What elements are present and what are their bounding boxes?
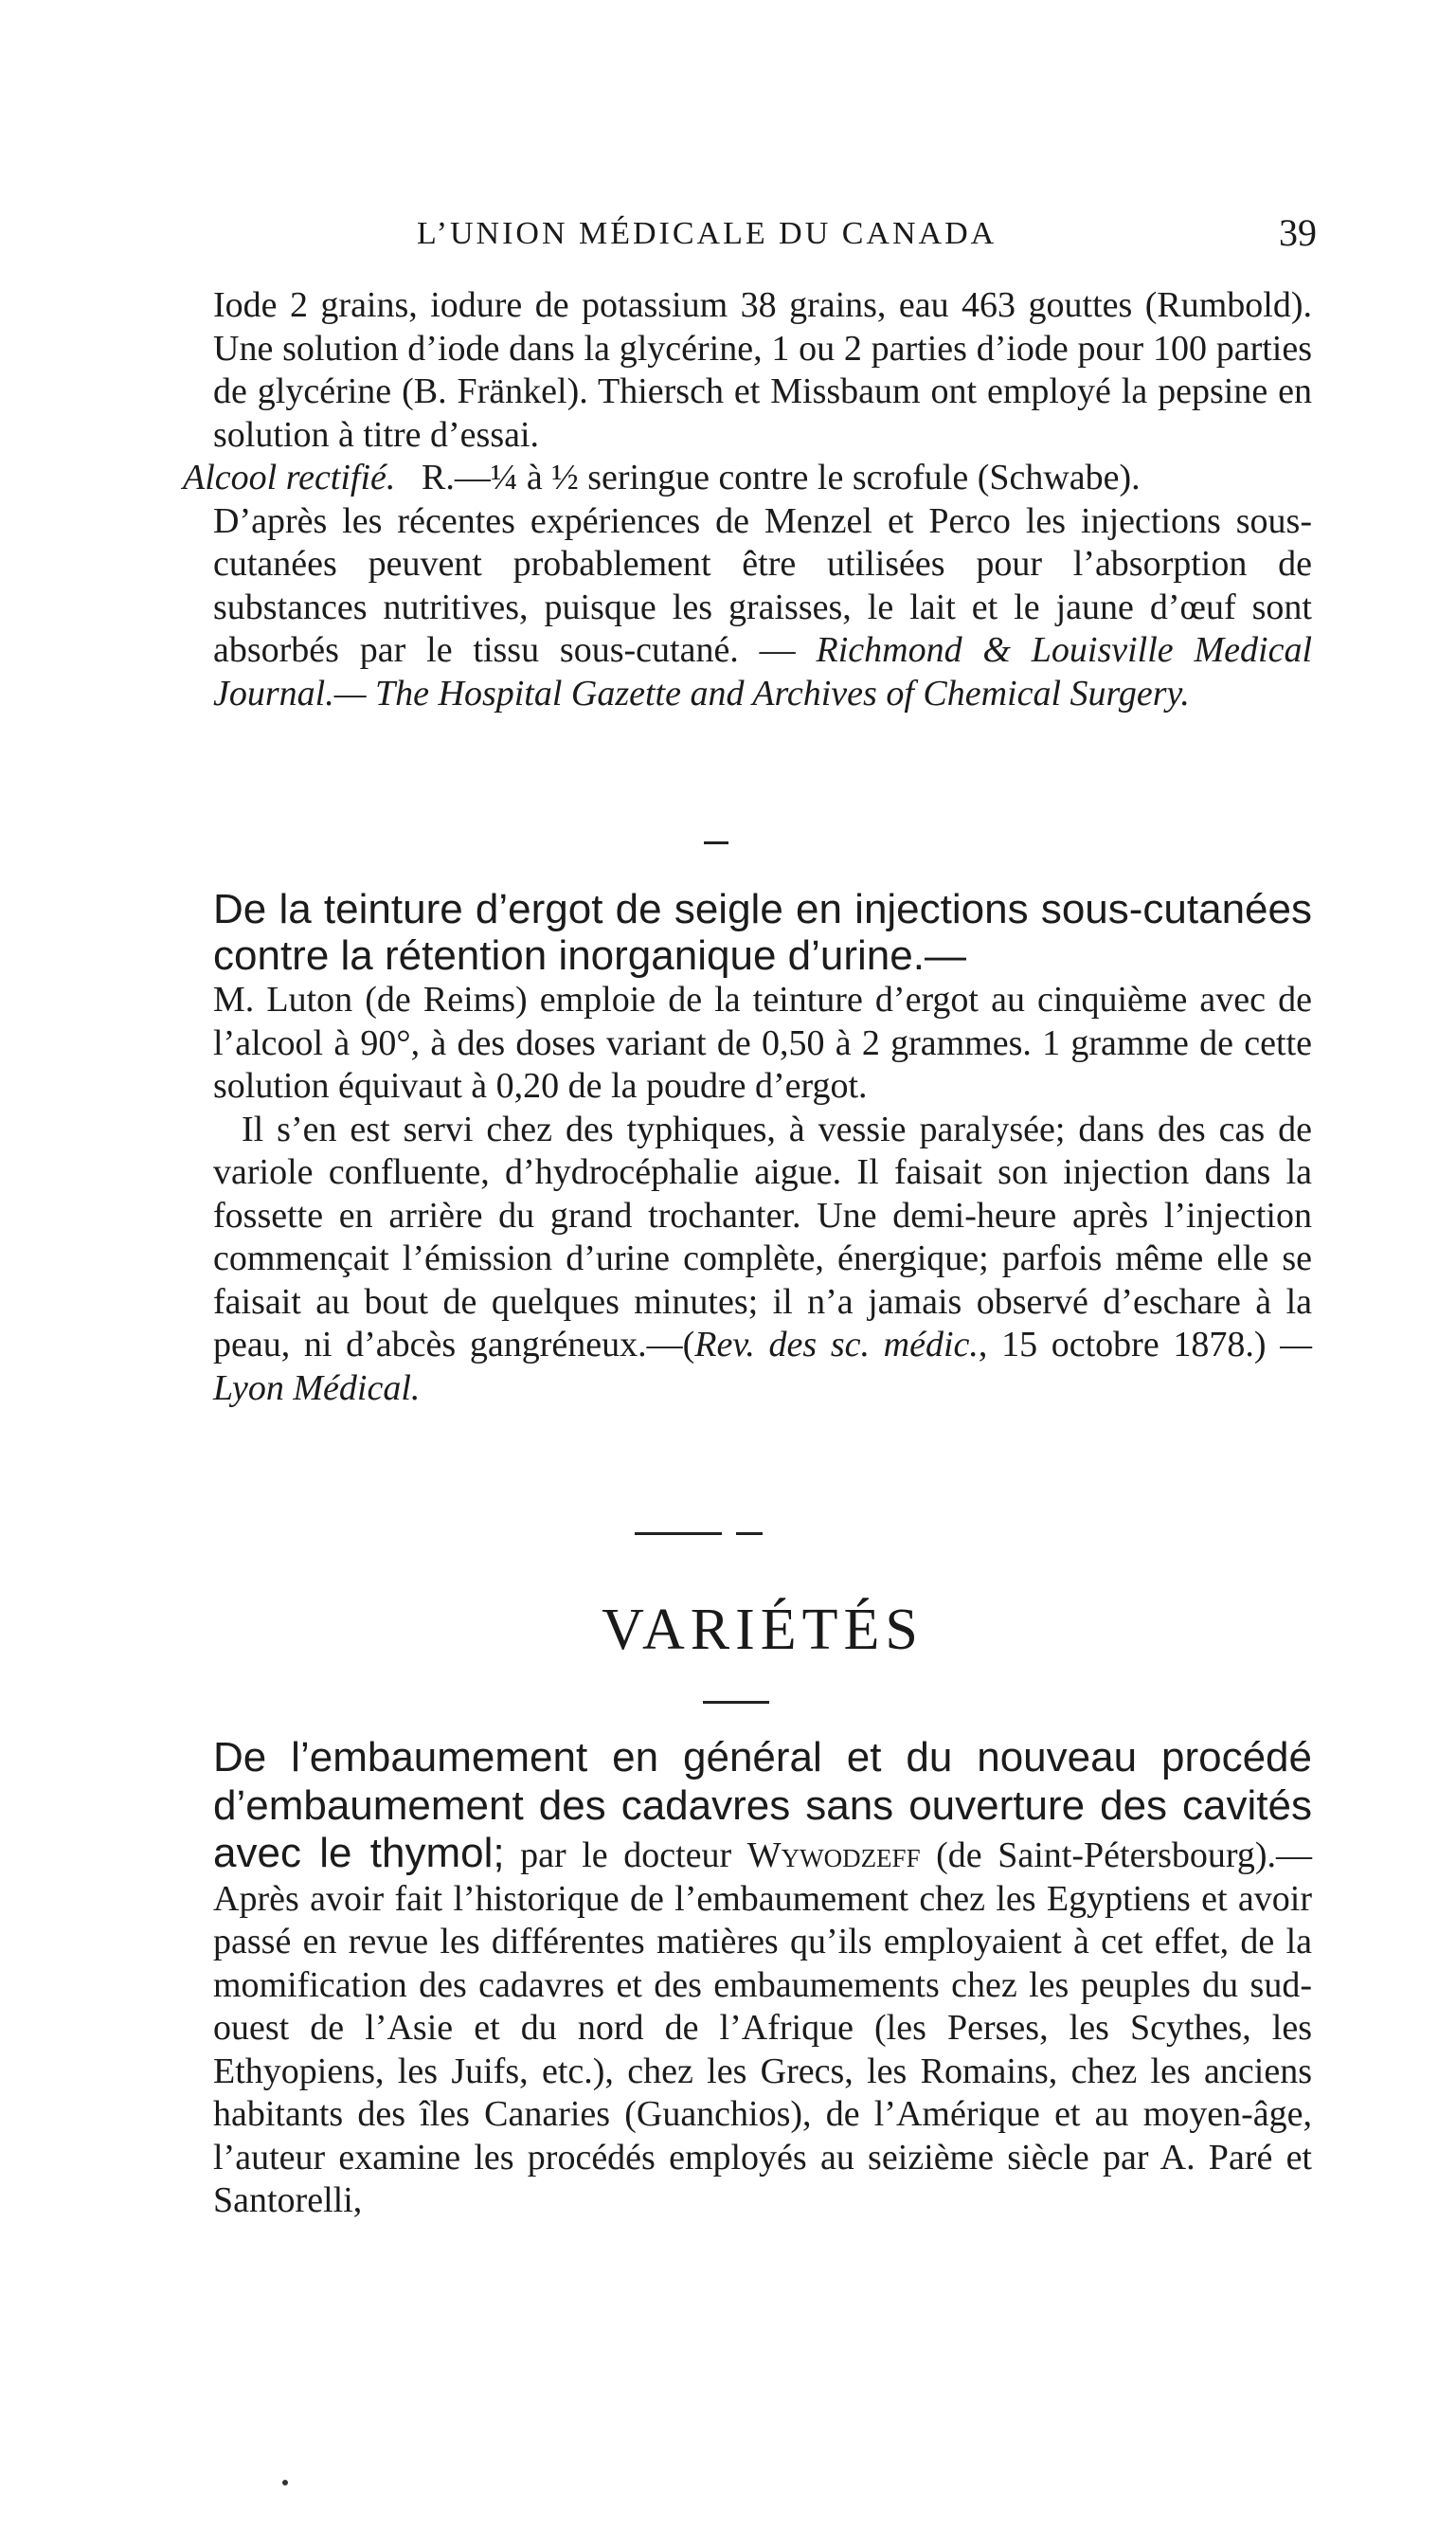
print-speck (282, 2480, 288, 2485)
journal-title: L’UNION MÉDICALE DU CANADA (417, 216, 998, 251)
divider-line (635, 1532, 722, 1535)
ergot-paragraph-2 (213, 1109, 1312, 1411)
section-title-varietes: VARIÉTÉS (602, 1598, 924, 1662)
ergot-article-title (213, 886, 1312, 979)
ergot-source-2: —Lyon Médical. (213, 1325, 1312, 1408)
short-divider (704, 841, 728, 844)
continuation-text (183, 284, 1312, 715)
embaumement-title: De l’embaumement en général et du nouveau procédé d’embaumement des cadavres sans ouverture des cavités avec le thymol; (213, 1734, 1312, 1876)
ergot-paragraph-2-text: Il s’en est servi chez des typhiques, à vessie paralysée; dans des cas de variole confluente, d’hydrocéphalie aigue. Il faisait son injection dans la fossette en arrière du grand trochanter. Une demi-heure après l’injection commençait l’émission d’urine complète, énergique; parfois même elle se faisait au bout de quelques minutes; il n’a jamais observé d’eschare à la peau, ni d’abcès gangréneux.—( (213, 1109, 1312, 1364)
alcool-text: R.—¼ à ½ seringue contre le scrofule (Schwabe). (422, 458, 1141, 497)
ergot-source: Rev. des sc. médic. (694, 1325, 979, 1364)
ergot-title-text: De la teinture d’ergot de seigle en injections sous-cutanées contre la rétention inorganique d’urine.— (213, 886, 1312, 979)
author-name: Wywodzeff (746, 1835, 921, 1875)
page-number: 39 (1279, 211, 1317, 254)
author-prefix: par le docteur (504, 1835, 747, 1875)
injections-text: D’après les récentes expériences de Menzel et Perco les injections sous-cutanées peuvent probablement être utilisées pour l’absorption de substances nutritives, puisque les graisses, le lait et le jaune d’œuf sont absorbés par le tissu sous-cutané. (213, 500, 1312, 670)
citation-separator: — (738, 630, 817, 670)
alcool-paragraph (183, 457, 1312, 500)
ergot-article (213, 886, 1312, 1410)
iodine-paragraph: Iode 2 grains, iodure de potassium 38 grains, eau 463 gouttes (Rumbold). Une solution d’iode dans la glycérine, 1 ou 2 parties d’iode pour 100 parties de glycérine (B. Fränkel). Thiersch et Missbaum ont employé la pepsine en solution à titre d’essai. (213, 285, 1312, 455)
running-head (218, 211, 1317, 263)
divider-dash (736, 1532, 763, 1535)
ergot-paragraph-1: M. Luton (de Reims) emploie de la teinture d’ergot au cinquième avec de l’alcool à 90°, à des doses variant de 0,50 à 2 grammes. 1 gramme de cette solution équivaut à 0,20 de la poudre d’ergot. (213, 980, 1312, 1106)
ergot-source-date: , 15 octobre 1878.) (978, 1325, 1267, 1364)
alcool-label: Alcool rectifié. (183, 458, 396, 497)
embaumement-paragraph (213, 1734, 1312, 2223)
embaumement-text: (de Saint-Pétersbourg).—Après avoir fait l’historique de l’embaumement chez les Egyptiens et avoir passé en revue les différentes matières qu’ils employaient à cet effet, de la momification des cadavres et des embaumements chez les peuples du sud-ouest de l’Asie et du nord de l’Afrique (les Perses, les Scythes, les Ethyopiens, les Juifs, etc.), chez les Grecs, les Romains, chez les anciens habitants des îles Canaries (Guanchios), de l’Amérique et au moyen-âge, l’auteur examine les procédés employés au seizième siècle par A. Paré et Santorelli, (213, 1835, 1312, 2220)
section-underline (703, 1701, 769, 1704)
injections-paragraph (213, 500, 1312, 716)
embaumement-article (213, 1734, 1312, 2223)
journal-citation: Richmond & Louisville Medical Journal.— The Hospital Gazette and Archives of Chemical Surgery. (213, 630, 1312, 714)
